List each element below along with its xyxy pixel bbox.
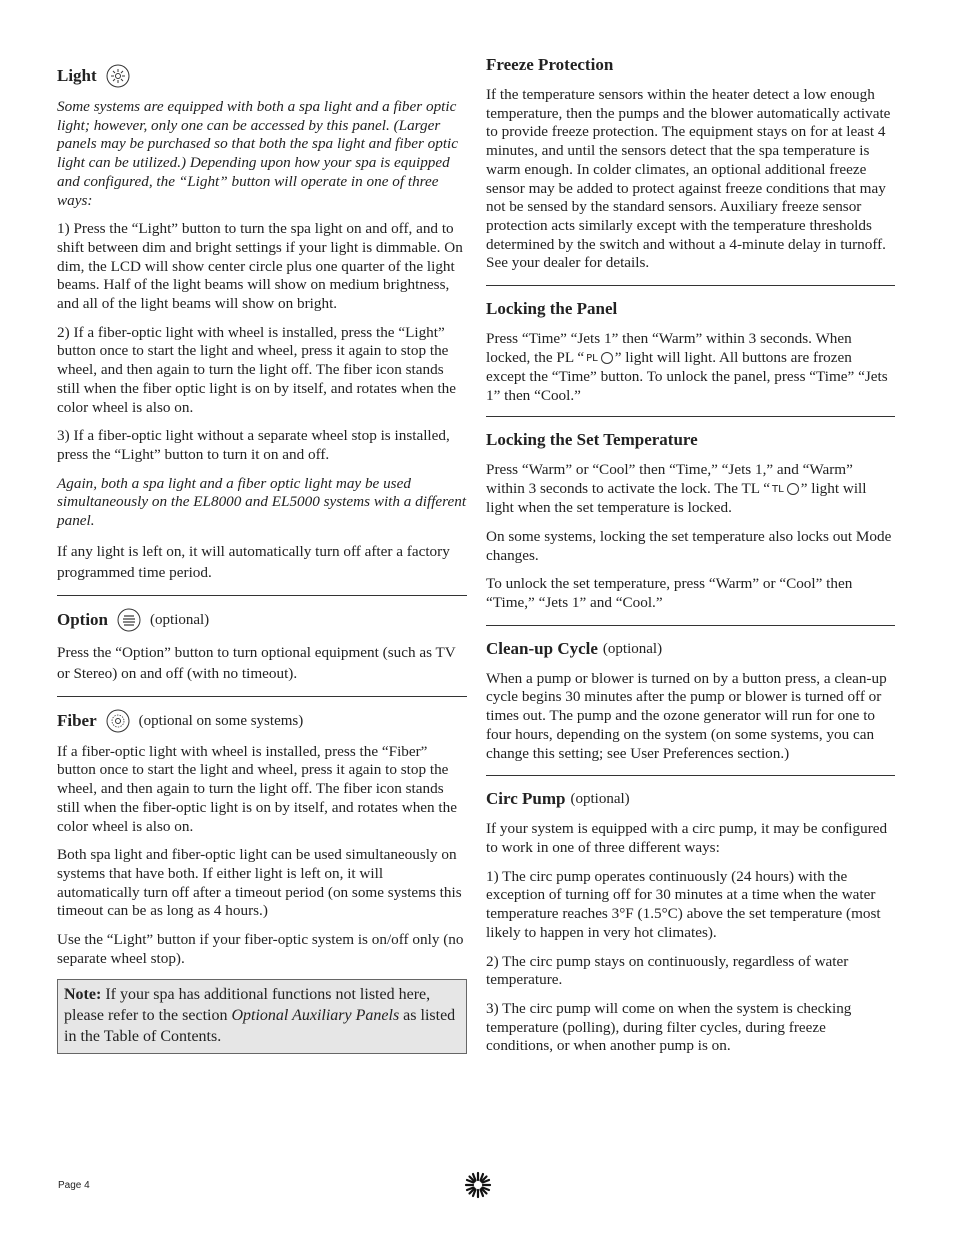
- freeze-para: If the temperature sensors within the heater detect a low enough temperature, then the pumps and the blower automatically activate to provide freeze protection. The equipment stays on for at least 4 minutes, and until the sensors detect that the spa temperature is warm enough. In colder climates, an optional additional freeze sensor may be added to protect against freeze conditions that may not be sensed by the standard sensors. Auxiliary freeze sensor protection acts similarly except with the temperature thresholds determined by the switch and without a 4-minute delay in turnoff. See your dealer for details.: [486, 86, 891, 272]
- note-box: Note: If your spa has additional functions not listed here, please refer to the section Optional Auxiliary Panels as listed in the Table of Contents.: [57, 979, 467, 1054]
- divider: [486, 775, 895, 776]
- indicator-lamp-icon: [787, 483, 799, 495]
- lock-temp-para-3: To unlock the set temperature, press “Warm” or “Cool” then “Time,” “Jets 1” and “Cool.”: [486, 575, 853, 612]
- sunburst-logo-icon: [464, 1171, 492, 1199]
- fiber-heading: Fiber (optional on some systems): [57, 709, 467, 733]
- circ-heading: Circ Pump (optional): [486, 789, 630, 809]
- divider: [57, 595, 467, 596]
- light-icon: [106, 64, 130, 88]
- circ-para-3: 2) The circ pump stays on continuously, regardless of water temperature.: [486, 952, 849, 989]
- fiber-para-1: If a fiber-optic light with wheel is installed, press the “Fiber” button once to start the light and wheel, press it again to stop the wheel, and then again to turn the light off. The fiber icon stands still when the fiber-optic light is on by itself, and rotates when the color wheel is also on.: [57, 742, 457, 835]
- left-column: [57, 54, 467, 1054]
- light-para-3: 3) If a fiber-optic light without a separate wheel stop is installed, press the “Light” button to turn it on and off.: [57, 427, 450, 463]
- freeze-heading: Freeze Protection: [486, 55, 614, 74]
- light-intro: Some systems are equipped with both a spa light and a fiber optic light; however, only one can be accessed by this panel. (Larger panels may be purchased so that both the spa light and fiber optic light can be utilized.) Depending upon how your spa is equipped and configured, the “Light” button will operate in one of three ways:: [57, 98, 459, 209]
- lock-panel-para: Press “Time” “Jets 1” then “Warm” within 3 seconds. When locked, the PL “ PL ” light will light. All buttons are frozen except the “Time” button. To unlock the panel, press “Time” “Jets 1” then “Cool.”: [486, 330, 888, 405]
- lock-temp-para-2: On some systems, locking the set temperature also locks out Mode changes.: [486, 527, 892, 564]
- light-heading: Light: [57, 64, 467, 88]
- circ-para-2: 1) The circ pump operates continuously (24 hours) with the exception of turning off for 30 minutes at a time when the water temperature reaches 3°F (1.5°C) above the set temperature (most likely to happen in very hot climates).: [486, 867, 881, 941]
- circ-para-4: 3) The circ pump will come on when the system is checking temperature (polling), during filter cycles, during freeze conditions, or when another pump is on.: [486, 999, 852, 1055]
- divider: [486, 625, 895, 626]
- lock-temp-heading: Locking the Set Temperature: [486, 429, 698, 449]
- lock-panel-heading: Locking the Panel: [486, 299, 618, 319]
- fiber-para-2: Both spa light and fiber-optic light can be used simultaneously on systems that have both. If either light is left on, it will automatically turn off after a timeout period (on some systems this timeout can be as long as 4 hours.): [57, 846, 462, 920]
- pl-indicator-label: PL: [586, 352, 598, 364]
- light-para-4: If any light is left on, it will automatically turn off after a factory programmed time period.: [57, 542, 450, 581]
- fiber-icon: [106, 709, 130, 733]
- cleanup-para: When a pump or blower is turned on by a button press, a clean-up cycle begins 30 minutes after the pump or blower is turned off or times out. The pump and the ozone generator will run for one to four hours, depending on the system (on some systems, you can change this setting; see User Preferences section.): [486, 669, 887, 762]
- option-heading: Option (optional): [57, 608, 467, 632]
- light-again: Again, both a spa light and a fiber optic light may be used simultaneously on the EL8000 and EL5000 systems with a different panel.: [57, 474, 467, 530]
- divider: [486, 416, 895, 417]
- cleanup-heading: Clean-up Cycle (optional): [486, 638, 663, 658]
- divider: [486, 285, 895, 286]
- lock-temp-para: Press “Warm” or “Cool” then “Time,” “Jets 1,” and “Warm” within 3 seconds to activate the lock. The TL “ TL ” light will light when the set temperature is locked.: [486, 460, 867, 517]
- light-para-1: 1) Press the “Light” button to turn the spa light on and off, and to shift between dim and bright settings if your light is dimmable. On dim, the LCD will show center circle plus one quarter of the light beams. Half of the light beams will show on medium brightness, and all of the light beams will show on bright.: [57, 220, 463, 313]
- page-number: Page 4: [58, 1180, 90, 1191]
- divider: [57, 696, 467, 697]
- option-para: Press the “Option” button to turn optional equipment (such as TV or Stereo) on and off (with no timeout).: [57, 643, 456, 682]
- right-column: [486, 54, 895, 1066]
- fiber-para-3: Use the “Light” button if your fiber-optic system is on/off only (no separate wheel stop).: [57, 931, 464, 967]
- circ-para-1: If your system is equipped with a circ pump, it may be configured to work in one of three different ways:: [486, 820, 888, 856]
- option-icon: [117, 608, 141, 632]
- light-para-2: 2) If a fiber-optic light with wheel is installed, press the “Light” button once to start the light and wheel, press it again to stop the wheel, and then again to turn the light off. The fiber icon stands still when the fiber optic light is on by itself, and rotates when the color wheel is also on.: [57, 323, 457, 416]
- tl-indicator-label: TL: [772, 483, 784, 495]
- indicator-lamp-icon: [601, 352, 613, 364]
